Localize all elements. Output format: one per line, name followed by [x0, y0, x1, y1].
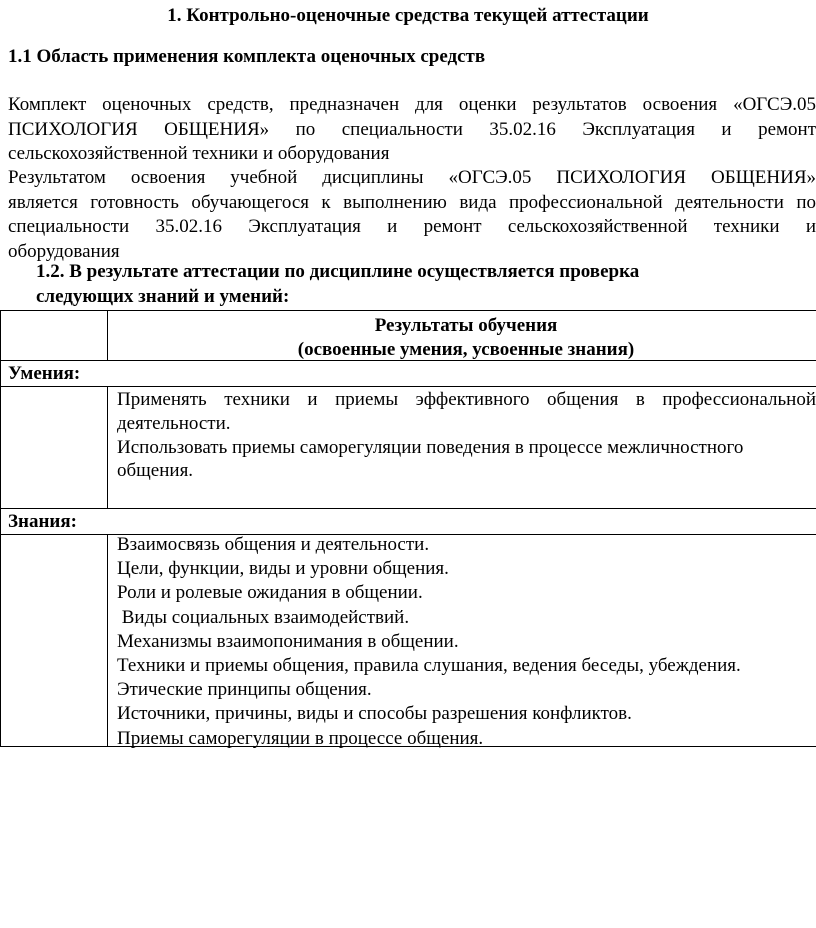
paragraph-line: специальности 35.02.16 Эксплуатация и ремонт сельскохозяйственной техники и [8, 216, 816, 237]
section-heading-1-1: 1.1 Область применения комплекта оценочных средств [8, 46, 486, 67]
heading-line: следующих знаний и умений: [36, 286, 290, 307]
table-border [107, 386, 108, 509]
skills-cell [117, 388, 816, 483]
knowledge-item: Источники, причины, виды и способы разрешения конфликтов. [117, 703, 632, 725]
table-border [0, 386, 816, 387]
paragraph-line: является готовность обучающегося к выполнению вида профессиональной деятельности по [8, 191, 816, 213]
knowledge-item: Механизмы взаимопонимания в общении. [117, 630, 459, 652]
table-header [108, 314, 816, 362]
table-border [0, 508, 816, 509]
section-heading-1-2 [36, 259, 639, 309]
knowledge-cell [117, 533, 816, 751]
skills-line: Применять техники и приемы эффективного общения в профессиональной [117, 389, 816, 410]
heading-line: 1.2. В результате аттестации по дисциплине осуществляется проверка [36, 261, 640, 282]
skills-line: общения. [117, 460, 194, 482]
paragraph-line: Результатом освоения учебной дисциплины «ОГСЭ.05 ПСИХОЛОГИЯ ОБЩЕНИЯ» [8, 167, 816, 188]
table-border [0, 310, 816, 311]
skills-line: деятельности. [117, 412, 231, 434]
knowledge-item: Техники и приемы общения, правила слушания, ведения беседы, убеждения. [117, 654, 741, 676]
learning-outcomes-table [0, 310, 816, 747]
paragraph-line: ПСИХОЛОГИЯ ОБЩЕНИЯ» по специальности 35.02.16 Эксплуатация и ремонт [8, 118, 816, 140]
knowledge-item: Этические принципы общения. [117, 679, 372, 701]
skills-label: Умения: [8, 363, 81, 384]
knowledge-item: Приемы саморегуляции в процессе общения. [117, 727, 484, 749]
paragraph-line: сельскохозяйственной техники и оборудования [8, 143, 390, 164]
knowledge-item: Роли и ролевые ожидания в общении. [117, 582, 423, 604]
table-border [107, 534, 108, 747]
header-line: (освоенные умения, усвоенные знания) [297, 339, 635, 360]
skills-line: Использовать приемы саморегуляции поведения в процессе межличностного [117, 436, 744, 458]
table-border [0, 310, 1, 747]
document-title: 1. Контрольно-оценочные средства текущей аттестации [167, 5, 649, 26]
scope-paragraph [8, 93, 816, 167]
knowledge-item: Взаимосвязь общения и деятельности. [117, 534, 430, 555]
result-paragraph [8, 166, 816, 264]
knowledge-label: Знания: [8, 511, 77, 532]
paragraph-line: Комплект оценочных средств, предназначен для оценки результатов освоения «ОГСЭ.05 [8, 94, 816, 115]
knowledge-item: Цели, функции, виды и уровни общения. [117, 558, 449, 580]
knowledge-item: Виды социальных взаимодействий. [117, 606, 410, 628]
paragraph-line: оборудования [8, 240, 120, 262]
header-line: Результаты обучения [374, 315, 558, 336]
